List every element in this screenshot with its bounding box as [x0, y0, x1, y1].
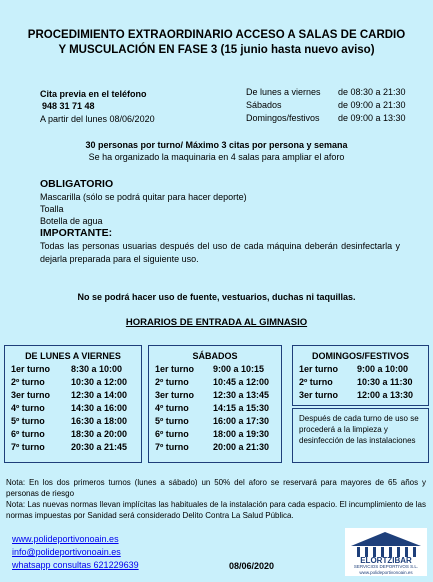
turn-label: 6º turno [155, 429, 189, 439]
schedule-row [155, 376, 269, 389]
turn-label: 4º turno [11, 403, 45, 413]
schedule-row [11, 376, 127, 389]
schedule-row [155, 415, 269, 428]
turn-time: 9:00 a 10:00 [357, 364, 409, 374]
schedule-row [155, 428, 269, 441]
turn-time: 16:30 a 18:00 [71, 416, 128, 426]
turn-time: 10:30 a 11:30 [357, 377, 413, 387]
no-facilities-notice: No se podrá hacer uso de fuente, vestuarios, duchas ni taquillas. [77, 292, 356, 302]
page-title [0, 28, 433, 58]
turn-label: 5º turno [155, 416, 189, 426]
turn-label: 3er turno [299, 390, 339, 400]
mandatory-item: Toalla [40, 204, 64, 214]
turn-label: 4º turno [155, 403, 189, 413]
sunday-schedule-box [292, 345, 429, 406]
turn-time: 16:00 a 17:30 [213, 416, 270, 426]
document-date: 08/06/2020 [229, 561, 275, 571]
schedule-row [11, 415, 127, 428]
turn-label: 2º turno [299, 377, 333, 387]
schedule-row [299, 376, 413, 389]
appointment-label: Cita previa en el teléfono [40, 89, 147, 99]
turn-time: 18:00 a 19:30 [213, 429, 270, 439]
schedule-row [155, 402, 269, 415]
weekday-schedule-table [11, 363, 127, 454]
mandatory-item: Botella de agua [40, 216, 103, 226]
logo-url: www.polideportivonoain.es [359, 570, 413, 575]
turn-label: 3er turno [11, 390, 51, 400]
office-hours: de 09:00 a 13:30 [338, 113, 406, 123]
turn-label: 2º turno [11, 377, 45, 387]
schedule-heading: HORARIOS DE ENTRADA AL GIMNASIO [125, 317, 308, 328]
schedule-row [155, 441, 269, 454]
office-day: Sábados [246, 100, 282, 110]
logo-name: ELORTZIBAR [360, 556, 412, 565]
turn-label: 5º turno [11, 416, 45, 426]
saturday-schedule-box [148, 345, 282, 463]
weekday-schedule-box [4, 345, 142, 463]
schedule-row [11, 441, 127, 454]
turn-label: 1er turno [11, 364, 51, 374]
turn-label: 7º turno [155, 442, 189, 452]
turn-time: 10:45 a 12:00 [213, 377, 270, 387]
turns-info: 30 personas por turno/ Máximo 3 citas por persona y semana [85, 140, 348, 150]
schedule-row [11, 389, 127, 402]
office-day: Domingos/festivos [246, 113, 320, 123]
schedule-row [11, 402, 127, 415]
turn-time: 8:30 a 10:00 [71, 364, 123, 374]
schedule-row [155, 363, 269, 376]
appointment-phone: 948 31 71 48 [42, 101, 95, 111]
turn-time: 20:00 a 21:30 [213, 442, 270, 452]
schedule-row [155, 389, 269, 402]
turn-time: 12:30 a 13:45 [213, 390, 270, 400]
turn-label: 2º turno [155, 377, 189, 387]
website-link[interactable]: www.polideportivonoain.es [12, 534, 119, 544]
cleaning-note: Después de cada turno de uso se procederá a la limpieza y desinfección de las instalaciones [299, 414, 419, 445]
mandatory-heading: OBLIGATORIO [40, 178, 114, 190]
office-hours-row [246, 86, 406, 99]
sunday-schedule-table [299, 363, 413, 402]
schedule-row [299, 389, 413, 402]
sunday-schedule-title: DOMINGOS/FESTIVOS [311, 351, 409, 361]
turn-time: 18:30 a 20:00 [71, 429, 128, 439]
turn-time: 12:30 a 14:00 [71, 390, 128, 400]
elortzibar-logo [345, 528, 427, 576]
appointment-info [40, 88, 220, 125]
schedule-row [11, 363, 127, 376]
note-first: Nota: En los dos primeros turnos (lunes a sábado) un 50% del aforo se reservará para mayores de 65 años y personas de riesgo [6, 478, 426, 498]
saturday-schedule-table [155, 363, 269, 454]
turn-time: 20:30 a 21:45 [71, 442, 128, 452]
turn-time: 12:00 a 13:30 [357, 390, 414, 400]
rooms-info: Se ha organizado la maquinaria en 4 salas para ampliar el aforo [88, 152, 345, 162]
office-hours: de 08:30 a 21:30 [338, 87, 406, 97]
office-hours-row [246, 112, 406, 125]
turn-time: 10:30 a 12:00 [71, 377, 128, 387]
weekday-schedule-title: DE LUNES A VIERNES [25, 351, 121, 361]
turn-label: 7º turno [11, 442, 45, 452]
turn-time: 14:30 a 16:00 [71, 403, 128, 413]
saturday-schedule-title: SÁBADOS [192, 351, 238, 361]
office-hours: de 09:00 a 21:30 [338, 100, 406, 110]
title-line-1: PROCEDIMIENTO EXTRAORDINARIO ACCESO A SALAS DE CARDIO [27, 29, 406, 41]
office-hours-row [246, 99, 406, 112]
turn-time: 14:15 a 15:30 [213, 403, 270, 413]
turn-label: 3er turno [155, 390, 195, 400]
logo-subtitle: SERVICIOS DEPORTIVOS S.L. [353, 564, 419, 569]
turn-label: 6º turno [11, 429, 45, 439]
important-heading: IMPORTANTE: [40, 227, 113, 239]
schedule-row [11, 428, 127, 441]
turn-label: 1er turno [299, 364, 339, 374]
whatsapp-link[interactable]: whatsapp consultas 621229639 [12, 560, 139, 570]
notes [6, 477, 426, 521]
important-text: Todas las personas usuarias después del uso de cada máquina deberán desinfectarla y dejarla preparada para el siguiente uso. [40, 241, 400, 264]
appointment-start-date: A partir del lunes 08/06/2020 [40, 114, 155, 124]
mandatory-section [40, 178, 400, 266]
note-second: Nota: Las nuevas normas llevan implícitas las habituales de la instalación para cada espacio. El incumplimiento de las normas impuestas por Sanidad será considerado Delito Contra La Salud Pública. [6, 500, 426, 520]
turn-label: 1er turno [155, 364, 195, 374]
cleaning-note-box [292, 408, 429, 463]
title-line-2: Y MUSCULACIÓN EN FASE 3 (15 junio hasta nuevo aviso) [58, 44, 375, 56]
turn-time: 9:00 a 10:15 [213, 364, 265, 374]
email-link[interactable]: info@polideportivonoain.es [12, 547, 121, 557]
contact-links [12, 532, 139, 571]
office-day: De lunes a viernes [246, 87, 321, 97]
schedule-row [299, 363, 413, 376]
mandatory-item: Mascarilla (sólo se podrá quitar para hacer deporte) [40, 192, 247, 202]
office-hours-table [246, 86, 406, 125]
